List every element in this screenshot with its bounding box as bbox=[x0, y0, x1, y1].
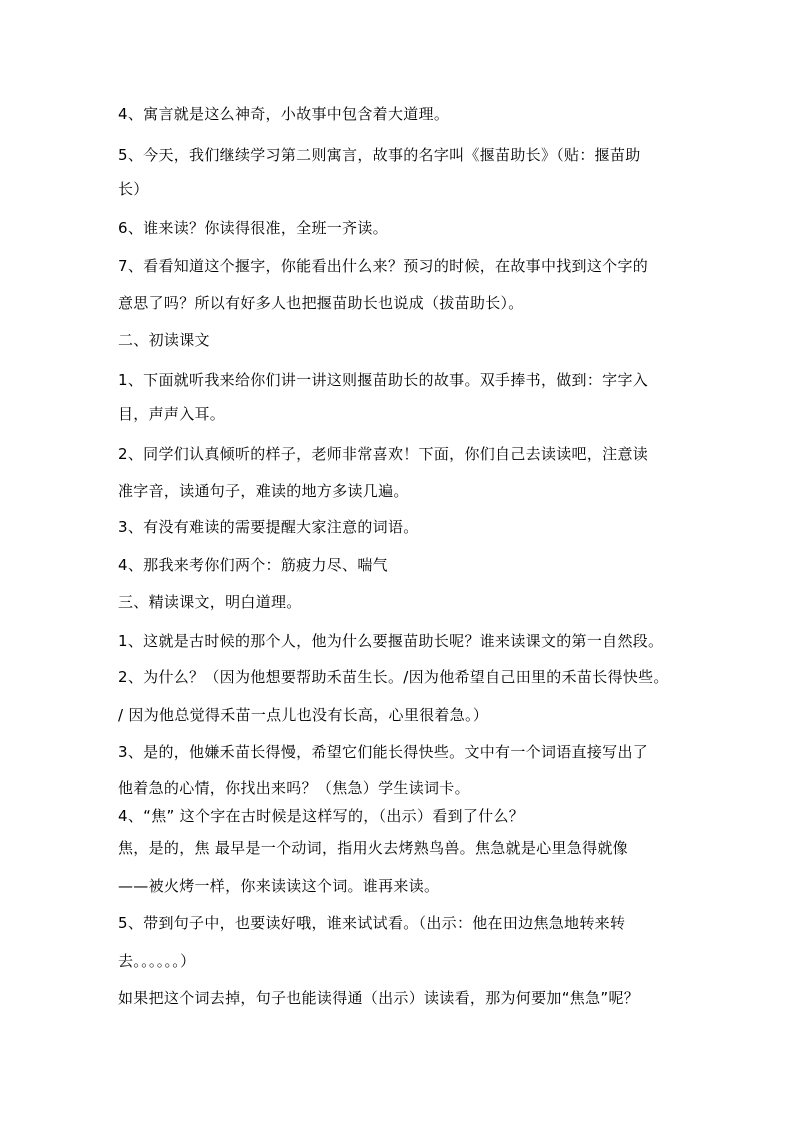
paragraph-line: 4、寓言就是这么神奇，小故事中包含着大道理。 bbox=[118, 105, 450, 123]
paragraph-line: 如果把这个词去掉，句子也能读得通（出示）读读看，那为何要加“焦急”呢？ bbox=[118, 989, 640, 1007]
paragraph-line: 去。。。。。。） bbox=[118, 952, 196, 970]
paragraph-line: 3、有没有难读的需要提醒大家注意的词语。 bbox=[118, 518, 419, 536]
paragraph-line: 准字音，读通句子，难读的地方多读几遍。 bbox=[118, 482, 409, 500]
paragraph-line: 3、是的，他嫌禾苗长得慢，希望它们能长得快些。文中有一个词语直接写出了 bbox=[118, 743, 649, 761]
paragraph-line: / 因为他总觉得禾苗一点儿也没有长高，心里很着急。） bbox=[118, 706, 489, 724]
paragraph-line: 长） bbox=[118, 180, 149, 198]
paragraph-line: 2、为什么？（因为他想要帮助禾苗生长。/因为他希望自己田里的禾苗长得快些。 bbox=[118, 668, 669, 686]
paragraph-line: ——被火烤一样，你来读读这个词。谁再来读。 bbox=[118, 877, 440, 895]
section-heading: 二、初读课文 bbox=[118, 331, 210, 349]
paragraph-line: 1、下面就听我来给你们讲一讲这则揠苗助长的故事。双手捧书，做到：字字入 bbox=[118, 371, 649, 389]
paragraph-line: 4、“焦” 这个字在古时候是这样写的，（出示）看到了什么？ bbox=[118, 807, 525, 825]
paragraph-line: 4、那我来考你们两个：筋疲力尽、喘气 bbox=[118, 556, 388, 574]
paragraph-line: 焦，是的，焦 最早是一个动词，指用火去烤熟鸟兽。焦急就是心里急得就像 bbox=[118, 839, 628, 857]
paragraph-line: 1、这就是古时候的那个人，他为什么要揠苗助长呢？谁来读课文的第一自然段。 bbox=[118, 632, 664, 650]
paragraph-line: 目，声声入耳。 bbox=[118, 405, 226, 423]
paragraph-line: 他着急的心情，你找出来吗？（焦急）学生读词卡。 bbox=[118, 779, 470, 797]
paragraph-line: 5、带到句子中，也要读好哦，谁来试试看。（出示：他在田边焦急地转来转 bbox=[118, 914, 626, 932]
section-heading: 三、精读课文，明白道理。 bbox=[118, 593, 302, 611]
paragraph-line: 意思了吗？所以有好多人也把揠苗助长也说成（拔苗助长）。 bbox=[118, 294, 524, 312]
paragraph-line: 7、看看知道这个揠字，你能看出什么来？预习的时候，在故事中找到这个字的 bbox=[118, 257, 649, 275]
paragraph-line: 2、同学们认真倾听的样子，老师非常喜欢！下面，你们自己去读读吧，注意读 bbox=[118, 445, 649, 463]
paragraph-line: 6、谁来读？你读得很准，全班一齐读。 bbox=[118, 219, 388, 237]
paragraph-line: 5、今天，我们继续学习第二则寓言，故事的名字叫《揠苗助长》（贴：揠苗助 bbox=[118, 146, 641, 164]
